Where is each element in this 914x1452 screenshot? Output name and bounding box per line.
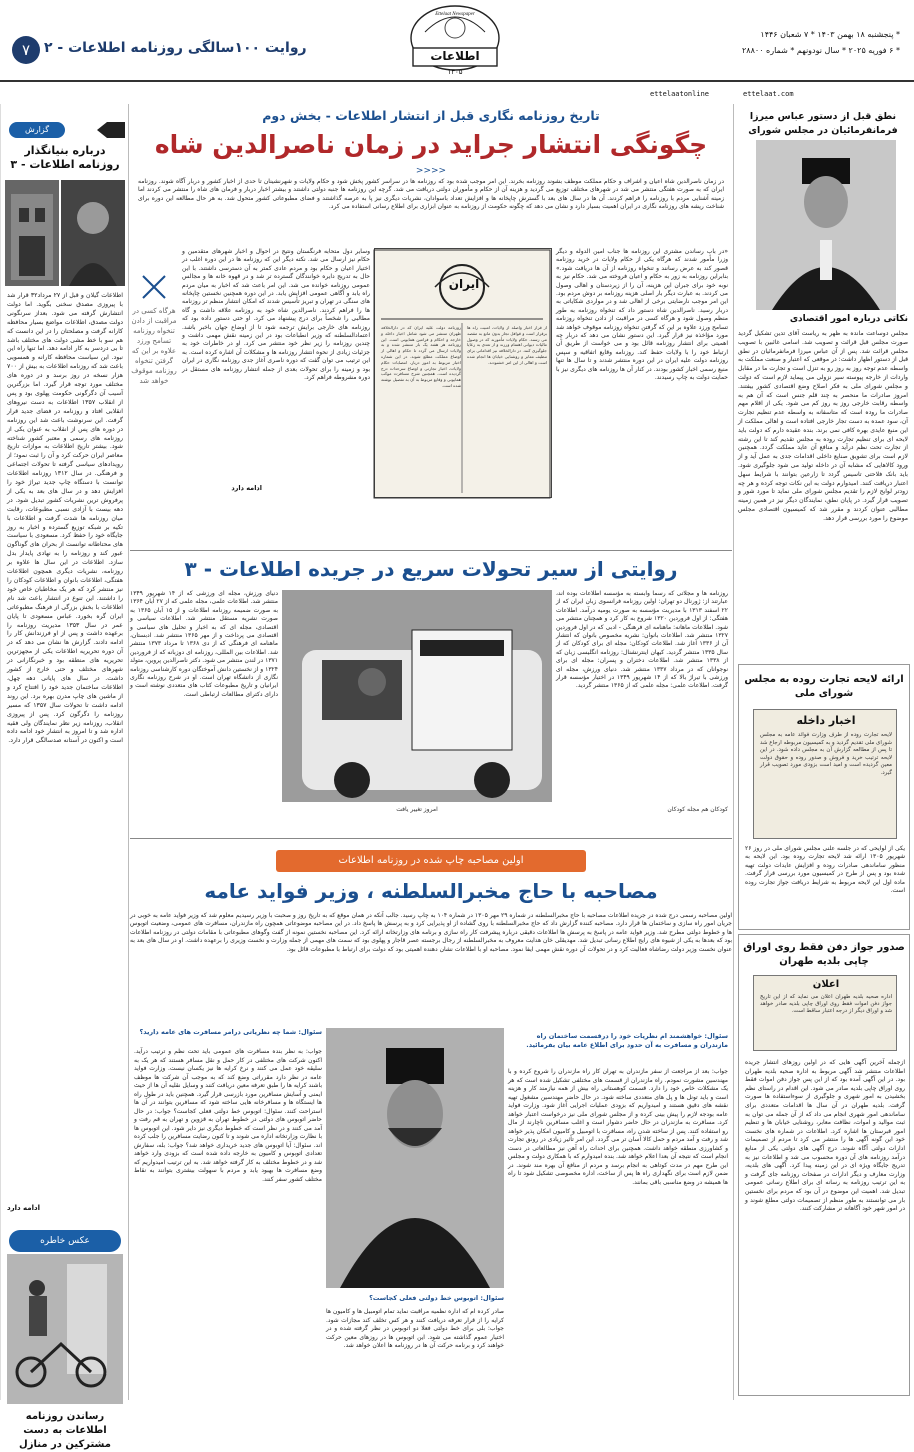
- main-headline: چگونگی انتشار جراید در زمان ناصرالدین شاه: [154, 130, 708, 159]
- left-continued: ادامه دارد: [7, 1204, 41, 1212]
- article2-title: روایتی از سیر تحولات سریع در جریده اطلاعات - ۳: [184, 557, 678, 581]
- box-1-text: یکی از لوایحی که در جلسه علنی مجلس شورای ملی در روز ۲۶ شهریور ۱۳۰۵ ارائه شد لایحه تجارت روده بود. این لایحه به منظور ساماندهی صادرات روده و افزایش عایدات دولت تهیه شده بود و پس از طرح در کمیسیون مورد بررسی قرار گرفت. ماده اول این لایحه مربوط به شرایط دریافت جواز تجارت روده است.: [745, 845, 905, 895]
- ribbon-icon: [97, 122, 125, 138]
- pull-quote-text: هرگاه کسی در مراقبت از دادن تنخواه روزنامه تسامح ورزد علاوه بر این که گرفتن تنخواه روزنامه موقوف خواهد شد: [131, 307, 177, 385]
- article2-left-text: دنیای ورزش، مجله ای ورزشی که از ۱۴ شهریور ۱۳۴۹ منتشر شد. اطلاعات علمی، مجله علمی که از ۲۷ آبان ۱۳۶۴ به صورت ضمیمه روزنامه اطلاعات و از ۱۵ آبان ۱۳۶۵ به صورت نشریه مستقل منتشر شد. اطلاعات سیاسی و اقتصادی، مجله ای که به اخبار و تحلیل های سیاسی و اقتصادی می پرداخت و از مهر ۱۳۶۵ منتشر شد. ادبستان، ماهنامه ای فرهنگی که از دی ۱۳۶۸ تا مرداد ۱۳۷۳ منتشر شد. اطلاعات بین المللی، روزنامه ای دوزبانه که از فروردین ۱۳۷۱ در لندن منتشر می شود. دکتر ناصرالدین پروین، متولد ۱۳۲۴ و از نخستین دانش آموختگان دوره کارشناسی روزنامه نگاری از دانشگاه تهران است. او در شرح روزنامه نگاری ایرانیان و تاریخ مطبوعات کتاب های متعددی نوشته است و دارای دکترای مطالعات ارتباطی است.: [130, 590, 279, 698]
- article3-intro: اولین مصاحبه رسمی درج شده در جریده اطلاعات مصاحبه با حاج مخبرالسلطنه در شماره ۲۹ مهر ۱۳۰۵ در شماره ۱۰۴ به چاپ رسید. جالب آنکه در همان موقع که به تاریخ روز و صحبت با وزیر رسیدیم معلوم شد که وزیر فواید عامه به خوبی در جریان امور راه سازی و ساختمان ها قرار دارد. مصاحبه کننده گزارش داد که حاج مخبرالسلطنه با روی گشاده از او پذیرایی کرد و به پرسش ها پاسخ داد. در این مصاحبه موضوعاتی همچون راه مازندران، مسافرت های عمومی، وضعیت اتوبوس ها و خطوط دولتی مطرح شد. وزیر فواید عامه در پاسخ به پرسش ها اطلاعات دقیقی درباره پیشرفت کار راه سازی و برنامه های وزارتخانه ارائه کرد. این مصاحبه نخستین نمونه از گفت وگوهای مطبوعاتی با مقامات دولتی در روزنامه اطلاعات بود که بعدها به یکی از شیوه های رایج اطلاع رسانی تبدیل شد. مهدیقلی خان هدایت معروف به مخبرالسلطنه از رجال برجسته عصر قاجار و پهلوی بود که سمت های مهمی از جمله وزارت و نخست وزیری را برعهده داشت. او در سال های بعد به عنوان نخست وزیر دولت رضاشاه فعالیت کرد و در تحولات آن دوره نقش مهمی ایفا نمود. مصاحبه او با اطلاعات نشان دهنده اهمیتی بود که دولت برای ارتباط با مطبوعات قائل بود.: [130, 912, 733, 953]
- main-kicker: تاریخ روزنامه نگاری قبل از انتشار اطلاعات - بخش دوم: [262, 108, 600, 123]
- article3-kicker: اولین مصاحبه چاپ شده در روزنامه اطلاعات: [276, 850, 586, 872]
- section-rule-2: [130, 838, 732, 839]
- clip-1-title: اخبار داخله: [796, 714, 856, 727]
- article3-right-text: جواب: بعد از مراجعت از سفر مازندران به تهران کار راه مازندران را شروع کرده و با مهندسین مشورت نمودم. راه مازندران از قسمت های مختلفی تشکیل شده است که هر یک مشکلات خاص خود را دارد. قسمت کوهستانی راه بیش از همه نیازمند کار و هزینه است و باید تونل ها و پل های متعددی ساخته شود. در حال حاضر مهندسین مشغول تهیه نقشه های دقیق هستند و امیدواریم که بزودی عملیات اجرایی آغاز شود. وزارت فواید عامه بودجه لازم را پیش بینی کرده و از مجلس شورای ملی نیز درخواست اعتبار خواهد کرد. مسافرت به مازندران در حال حاضر دشوار است و اغلب مسافرین ناچارند از مال رو استفاده کنند. پس از ساخته شدن راه، مسافرت با اتومبیل و کامیون امکان پذیر خواهد شد و رفت و آمد مردم و حمل کالا آسان تر می گردد. این امر تأثیر زیادی در رونق تجارت و کشاورزی منطقه خواهد داشت. همچنین برای احداث راه آهن نیز مطالعاتی در دست انجام است که نتیجه آن بعدا اعلام خواهد شد. بنده امیدوارم که با همکاری دولت و مجلس این طرح مهم در مدت کوتاهی به انجام برسد و مردم از منافع آن بهره مند شوند. در ضمن لازم است برای نگهداری راه ها پس از ساخت، اداره مخصوصی تشکیل شود تا راه ها همیشه در وضع مناسبی باقی بمانند.: [508, 1068, 728, 1186]
- web-link-2[interactable]: ettelaat.com: [743, 90, 794, 98]
- newspaper-col-2: از قرار اخبار واصله از ولایات، امنیت راه ها برقرار است و قوافل تجار بدون مانع به مقصد می رسند. حکام ولایات مأمورند که در وصول مالیات دیوانی اهتمام ورزند و از تعدی به رعایا جلوگیری کنند. در دارالخلافه نیز اقداماتی برای تنظیف معابر و روشنایی خیابان ها انجام شده است و اهالی از این امر خشنودند.: [467, 325, 547, 365]
- caption-change: [282, 806, 552, 814]
- box-2-title: صدور جواز دفن فقط روی اوراق چاپی بلدیه طهران: [743, 942, 905, 967]
- pull-quote: [130, 272, 178, 482]
- headline-marker: <<<<: [415, 166, 447, 176]
- crossed-pens-icon: [139, 272, 169, 302]
- right-title: نطق قبل از دستور عباس میرزا فرمانفرمائیان در مجلس شورای: [748, 111, 898, 136]
- left-column-text: اطلاعات گیلان و قبل از ۲۷ مرداد۳۲ قرار شد با پیروزی مصدق سخنی بگوید. اما دولت انتشارش گرفته می شود. بعداز سرنگونی دولت مصدق، اطلاعات مواضع بسیار محافظه کارانه گرفت و مصلحتان را در این دانست که هم سو با خط مشی دولت های مختلف باشد تا بی دردسر به کار ادامه دهد. اما تنها راه این نبود. این سیاست محافظه کارانه و همسویی باعث شد که روزنامه اطلاعات به بیش از ۷۰۰ هزار نسخه در روز برسد و در دوره های مختلف مورد توجه قرار گیرد. اما بزرگترین آسیب آن دگرگونی حکومت پهلوی بود و پس از انقلاب ۱۳۵۷ اطلاعات به دست نیروهای انقلابی افتاد و روزنامه در فضای جدید قرار گرفت. این سرنوشت باعث شد این روزنامه در دوره های پس از انقلاب به عنوان یکی از روزنامه های رسمی و معتبر کشور شناخته شود. بیشتر تاریخ اطلاعات به موازات تاریخ معاصر ایران حرکت کرد و آن را ثبت نمود؛ از رویدادهای سیاسی گرفته تا تحولات اجتماعی و فرهنگی. در سال ۱۳۱۲ روزنامه اطلاعات توانست با دستگاه چاپ جدید تیراژ خود را افزایش دهد و در سال های بعد به یکی از پرفروش ترین نشریات کشور تبدیل شود. در دهه بیست با آزادی نسبی مطبوعات، رقابت میان روزنامه ها شدت گرفت و اطلاعات با تکیه بر شبکه توزیع گسترده و اخبار به روز جایگاه خود را حفظ کرد. مسعودی با سیاست های محتاطانه توانست از بحران های گوناگون عبور کند و روزنامه را به نهادی پایدار بدل سازد. اطلاعات در این سال ها علاوه بر روزنامه، نشریات دیگری همچون اطلاعات هفتگی، اطلاعات بانوان و اطلاعات کودکان را نیز منتشر کرد که هر یک مخاطبان خاص خود را داشتند. این تنوع در انتشار باعث شد نام اطلاعات با بخش بزرگی از فرهنگ مطبوعاتی ایران گره بخورد. عباس مسعودی تا پایان عمر در سال ۱۳۵۳ مدیریت روزنامه را برعهده داشت و پس از او فرزندانش کار را ادامه دادند. گزارش ها نشان می دهد که در آن دوره تحریریه اطلاعات یکی از مجهزترین تحریریه های منطقه بود و خبرنگارانی در شهرهای مختلف و حتی خارج از کشور داشت. در سال های پایانی دهه چهل، اطلاعات ساختمان جدید خود را افتتاح کرد و از ماشین های چاپ مدرن بهره برد. این روند ادامه داشت تا تحولات سال ۱۳۵۷ که مسیر روزنامه را دگرگون کرد. پس از پیروزی انقلاب، روزنامه زیر نظر نمایندگان ولی فقیه اداره شد و تا امروز به انتشار خود ادامه داده است و اکنون در آستانه صدسالگی قرار دارد.: [7, 292, 123, 745]
- main-area: [130, 104, 732, 1400]
- article2-right-text: روزنامه ها و مجلاتی که رسما وابسته به مؤسسه اطلاعات بوده اند، عبارتند از: ژورنال دو تهران: اولین روزنامه فرانسوی زبان ایران که از ۲۲ اسفند ۱۳۱۳ با مدیریت مؤسسه به صورت یومیه درآمد. اطلاعات هفتگی: از اول فروردین ۱۳۲۰ شروع به کار کرد و همچنان منتشر می شود. اطلاعات ماهانه: ماهنامه ای فرهنگی - ادبی که در اول فروردین ۱۳۲۷ منتشر شد. اطلاعات بانوان: نشریه مخصوص بانوان که انتشار آن از ۱۳۳۶ آغاز شد. اطلاعات کودکان: مجله ای برای کودکان که از سال ۱۳۳۵ منتشر گردید. کیهان اینترنشنال: روزنامه انگلیسی زبان که از ۱۳۳۸ منتشر شد. اطلاعات دختران و پسران: مجله ای برای نوجوانان که در مرداد ۱۳۳۷ منتشر شد. دنیای ورزش، مجله ای ورزشی با تیراژ بالا که از ۱۴ شهریور ۱۳۴۹ در اختیار مؤسسه قرار گرفت. اطلاعات علمی: مجله علمی که از ۱۳۶۵ منتشر گردید.: [556, 590, 729, 690]
- building-photo: [5, 180, 59, 286]
- masthead: [0, 0, 914, 82]
- mokhber-portrait: [326, 1028, 504, 1288]
- web-link-1[interactable]: ettelaatonline: [650, 90, 710, 98]
- box-2-text: ازجمله آخرین آگهی هایی که در اولین روزهای انتشار جریده اطلاعات منتشر شد آگهی مربوط به اداره صحیه بلدیه طهران بود. در این آگهی آمده بود که از این پس جواز دفن اموات فقط روی اوراق چاپی بلدیه صادر می شود. این اقدام در راستای نظم بخشیدن به امور شهری و جلوگیری از سوءاستفاده ها صورت گرفت. بلدیه طهران در آن سال ها اقدامات متعددی برای ساماندهی امور شهری انجام می داد که از آن جمله می توان به ثبت موالید و اموات، نظافت معابر، روشنایی خیابان ها و تنظیم امور قبرستان ها اشاره کرد. اطلاعات در شماره های نخست خود این گونه آگهی ها را منتشر می کرد تا مردم از تصمیمات ادارات دولتی آگاه شوند. درج آگهی های دولتی یکی از منابع درآمد روزنامه های آن دوره محسوب می شد و اطلاعات نیز به تدریج جایگاه ویژه ای در این زمینه پیدا کرد. آگهی های بلدیه، وزارت معارف و دیگر ادارات در صفحات روزنامه جای گرفت و به این ترتیب روزنامه به رسانه ای برای اطلاع رسانی عمومی تبدیل شد. اهمیت این موضوع در آن بود که مردم برای نخستین بار می توانستند به طور منظم از تصمیمات دولتی مطلع شوند و در امور شهر خود آگاهانه تر مشارکت کنند.: [745, 1059, 905, 1213]
- clipping-2: [753, 975, 897, 1051]
- article1-right-text: «در باب رساندن مشتری این روزنامه ها جناب امین الدوله و دیگر وزرا مأمور شدند که هرگاه یکی از حکام ولایات در خرید روزنامه قصور کند به عرض رسانند و تنخواه روزنامه از آن ها دریافت شود.» بنابراین روزنامه به زور به حکام و اعیان فروخته می شد. حکام نیز به نوبه خود برای جبران این هزینه، آن را از زیردستان و اهالی وصول می کردند. به عبارت دیگر بار اصلی هزینه روزنامه بر دوش مردم بود. این امر موجب نارضایتی برخی از اهالی شد و در مواردی شکایاتی به دربار رسید. ناصرالدین شاه دستور داد که تنخواه روزنامه به طور منظم وصول شود و هرگاه کسی در مراقبت از دادن تنخواه روزنامه تسامح ورزد علاوه بر این که گرفتن تنخواه روزنامه موقوف خواهد شد مورد مؤاخذه نیز قرار گیرد. این دستور نشان می دهد که دربار چه اهمیتی برای انتشار روزنامه قائل بود و می خواست از طریق آن ارتباط خود را با ولایات حفظ کند. روزنامه وقایع اتفاقیه و سپس روزنامه دولت علیه ایران در این دوره منتشر شدند و تا سال ها تنها منبع رسمی اخبار کشور بودند. در کنار آن ها روزنامه های دیگری نیز با حمایت دولت به چاپ رسیدند.: [556, 248, 728, 382]
- farmanfarmaian-photo: [756, 140, 896, 310]
- logo-year: ۱۳۰۵: [447, 68, 463, 76]
- caption-children-text: کودکان هم مجله کودکان: [667, 806, 728, 813]
- series-title: روایت ۱۰۰سالگی روزنامه اطلاعات - ۲: [44, 40, 307, 56]
- car-newspaper-photo: [282, 590, 552, 802]
- article3-left-text: جواب: به نظر بنده مسافرت های عمومی باید تحت نظم و ترتیب درآید. اکنون شرکت های مختلفی در کار حمل و نقل مسافر هستند که هر یک به سلیقه خود عمل می کنند و نرخ کرایه ها نیز یکسان نیست. وزارت فواید عامه در نظر دارد مقرراتی وضع کند که به موجب آن شرکت ها موظف باشند کرایه ها را طبق تعرفه معین دریافت کنند و وسایل نقلیه آن ها از حیث ایمنی و آسایش مسافرین مورد بازرسی قرار گیرد. همچنین باید در طول راه ها ایستگاه ها و مسافرخانه هایی ساخته شود که مسافرین بتوانند در آن ها استراحت کنند. سئوال: اتوبوس خط دولتی فعلی کجاست؟ جواب: در حال حاضر اتوبوس های دولتی در خطوط تهران به قزوین و تهران به قم رفت و آمد می کنند و در نظر است که خطوط دیگری نیز دایر شود. این اتوبوس ها با نظارت وزارتخانه اداره می شوند و تا کنون رضایت مسافرین را جلب کرده اند. سئوال: آیا اتوبوس های جدید خریداری خواهد شد؟ جواب: بله، سفارش تعدادی اتوبوس و کامیون به خارجه داده شده است که بزودی وارد خواهد شد و در خطوط مختلف به کار گرفته خواهد شد. به این ترتیب امیدواریم که وضع مسافرت ها بهبود یابد و مردم با سهولت بیشتری بتوانند به نقاط مختلف کشور سفر کنند.: [134, 1048, 322, 1183]
- column-rule-right: [733, 104, 734, 1400]
- masthead-logo: [395, 2, 515, 80]
- bottom-title: رساندن روزنامه اطلاعات به دست مشترکین در منازل: [19, 1411, 111, 1450]
- clip-2-title: اعلان: [812, 979, 840, 990]
- report-badge: گزارش: [9, 122, 65, 138]
- right-column-text: مجلس دوساعت مانده به ظهر به ریاست آقای تدین تشکیل گردید صورت مجلس قبل قرائت و تصویب شد. اسامی غائبین با تصویب مجلس قرائت شد. پس از آن عباس میرزا فرمانفرمائیان در نطق قبل از دستور اظهار داشت: در موقعی که اعتبار و صنعت مملکت به واسطه عدم توجه روز به روز رو به تنزل است و تجارت ما در مقابل واردات از خارجه پیوسته سیر نزولی می پیماید لازم است که دولت و مجلس شورای ملی به فکر اصلاح وضع اقتصادی کشور بیفتند. امروز صادرات ما منحصر به چند قلم جنس است که آن هم به واسطه رقابت خارجی روز به روز کم می شود. یکی از اقلام مهم صادرات ما روده است که متاسفانه به واسطه عدم تنظیم تجارت آن، سود عمده به دست تجار خارجی افتاده است و اهالی مملکت از این منبع عایدی بهره کافی نمی برند. بنده عقیده دارم که دولت باید لایحه ای برای تنظیم تجارت روده به مجلس تقدیم کند تا این رشته از تجارت تحت نظم درآید و منافع آن عاید مملکت گردد. همچنین لازم است برای تشویق صنایع داخلی اقدامات جدی به عمل آید و از ورود کالاهایی که مشابه آن در داخله تولید می شود جلوگیری شود. باید بانک فلاحتی تاسیس گردد تا زارعین بتوانند با شرایط سهل اعتبار دریافت کنند. امیدوارم دولت به این نکات توجه کرده و هر چه زودتر لوایح لازم را تقدیم مجلس شورای ملی نماید تا مورد شور و تصویب قرار گیرد. در پایان نطق، نمایندگان دیگر نیز در همین زمینه مطالبی عنوان کردند و مقرر شد که کمیسیون اقتصادی مجلس موضوع را مورد بررسی قرار دهد.: [738, 330, 908, 522]
- left-title: درباره بنیانگذار روزنامه اطلاعات - ۳: [10, 144, 120, 171]
- web-bar: [0, 86, 914, 104]
- clip-2-text: اداره صحیه بلدیه طهران اعلان می نماید که از این تاریخ جواز دفن اموات فقط روی اوراق چاپی بلدیه صادر خواهد شد و اوراق دیگر از درجه اعتبار ساقط است.: [760, 994, 892, 1015]
- clipping-1: [753, 709, 897, 839]
- memory-badge: عکس خاطره: [9, 1230, 121, 1252]
- column-rule-left: [128, 104, 129, 1400]
- section-rule-1: [130, 550, 732, 551]
- article3-center-text: صادر کرده ام که اداره نظمیه مراقبت نماید تمام اتومبیل ها و کامیون ها کرایه را از قرار تعرفه دریافت کنند و هر کس تخلف کند مجازات شود. جواب: بلی برای خط دولتی فعلا دو اتوبوس در نظر گرفته شده و در اختیار عموم گذاشته می شود. این اتوبوس ها در روزهای معین حرکت خواهند کرد و برنامه حرکت آن ها در روزنامه ها اعلان خواهد شد.: [326, 1308, 504, 1349]
- intro-text: در زمان ناصرالدین شاه اعیان و اشراف و حکام مملکت موظف بشوند روزنامه بخرند. این امر موجب شده بود که روزنامه ها در سراسر کشور پخش شود و حکام ولایات و شهرنشینان تا حدی از اخبار کشور و دربار آگاه شوند. روزنامه ایران که به صورت هفتگی منتشر می شد در شهرهای مختلف توزیع می گردید و هزینه آن از حکام و مأموران دولتی دریافت می شد. گرچه این روزنامه ها جنبه دولتی داشتند و بیشتر اخبار دربار و فرمان های شاه را منتشر می کردند اما زمینه آشنایی مردم با روزنامه را فراهم کردند. آن ها در سال های بعد با گسترش چاپخانه ها و افزایش تعداد باسوادان، نشریات دیگری نیز پا به عرصه گذاشتند و فضای مطبوعاتی کشور متحول شد. به هر حال مطالعه این دوره برای شناخت ریشه های روزنامه نگاری در ایران اهمیت بسیار دارد و نشان می دهد که چگونه حکومت از روزنامه به عنوان ابزاری برای اطلاع رسانی استفاده می کرد.: [138, 178, 724, 211]
- q2-text: سئوال: شما چه نظریاتی درامر مسافرت های عامه دارید؟: [139, 1028, 322, 1036]
- iran-newspaper-clipping: [374, 248, 552, 498]
- logo-ribbon: Ettelaat Newspaper: [435, 12, 475, 17]
- founder-photo: [61, 180, 125, 286]
- delivery-photo: [7, 1254, 123, 1404]
- article1-continued: ادامه دارد: [231, 484, 262, 492]
- q3-text: سئوال: اتوبوس خط دولتی فعلی کجاست؟: [369, 1294, 504, 1302]
- left-column: [0, 104, 128, 1450]
- newspaper-title: ایران: [448, 277, 480, 291]
- box-1-title: ارائه لایحه تجارت روده به مجلس شورای ملی: [744, 674, 904, 699]
- newspaper-col-1: روزنامه دولت علیه ایران که در دارالخلافه طهران منتشر می شود شامل اخبار داخله و خارجه و احکام و فرامین همایونی است. این روزنامه هر هفته یک بار منتشر شده و به ولایات ارسال می گردد تا حکام و اهالی از اوضاع مملکت مطلع شوند. در این شماره اخبار مربوط به امور دربار، انتصابات حکام ولایات، اخبار تجارتی و اوضاع سرحدات درج گردیده است. همچنین شرح مسافرت موکب همایونی و وقایع مربوط به آن به تفصیل نوشته شده است.: [381, 325, 461, 388]
- page-number-badge: ۷: [12, 36, 40, 64]
- clip-1-text: لایحه تجارت روده از طرف وزارت فوائد عامه به مجلس شورای ملی تقدیم گردید و به کمیسیون مربوطه ارجاع شد تا پس از مطالعه گزارش آن به مجلس داده شود. در این لایحه ترتیب خرید و فروش و صدور روده و حقوق دولت معین گردیده است و امید است بزودی مورد تصویب قرار گیرد.: [760, 732, 892, 776]
- article1-left-text: وسایر دول متحابه فرنگستان ونتیج در احوال و اخبار شهرهای متقدمین و حکام نیز ارسال می شد. نکته دیگر این که روزنامه ها در این دوره اغلب در اختیار اعیان و حکام بود و مردم عادی کمتر به آن دسترسی داشتند. با این حال به تدریج دایره خوانندگان گسترده تر شد و در قهوه خانه ها و مجالس عمومی روزنامه خوانده می شد. این امر باعث شد که اخبار به میان مردم راه یابد و آگاهی عمومی افزایش یابد. در این دوره همچنین نخستین چاپخانه های سنگی در تهران و تبریز تأسیس شدند که امکان انتشار منظم تر روزنامه ها را فراهم کردند. ناصرالدین شاه خود به روزنامه علاقه داشت و گاه مطالبی را شخصاً برای درج پیشنهاد می کرد. او حتی دستور داده بود که روزنامه های خارجی برایش ترجمه شود تا از اوضاع جهان باخبر باشد. اعتمادالسلطنه که وزیر انطباعات بود در این زمینه نقش مهمی داشت و چندین روزنامه را زیر نظر خود منتشر می کرد. او در خاطرات خود به جزئیات زیادی از نحوه انتشار روزنامه ها و مشکلات آن اشاره کرده است. به این ترتیب می توان گفت که دوره ناصری آغاز جدی روزنامه نگاری در ایران بود و زمینه را برای تحولات بعدی از جمله انتشار روزنامه های مستقل در دوره مشروطه فراهم کرد.: [182, 248, 370, 382]
- q1-text: سئوال: خواهشمند ام نظریات خود را درقسمت ساختمان راه مازندران و مسافرت به آن حدود برای اطلاع عامه بیان بفرمائید.: [526, 1032, 728, 1049]
- right-subhead: نکاتی درباره امور اقتصادی: [789, 314, 908, 324]
- right-column: [734, 104, 914, 1400]
- caption-children: [556, 806, 728, 814]
- right-box-2: [738, 934, 910, 1396]
- date-line-2: * ۶ فوریه ۲۰۲۵ * سال نودونهم * شماره ۲۸۸۰۰: [742, 46, 900, 55]
- logo-text: اطلاعات: [430, 49, 480, 63]
- right-box-1: [738, 664, 910, 930]
- article3-title: مصاحبه با حاج مخبرالسلطنه ، وزیر فواید عامه: [204, 879, 658, 903]
- caption-change-text: امروز تغییر یافت: [396, 806, 438, 813]
- date-line-1: * پنجشنبه ۱۸ بهمن ۱۴۰۳ * ۷ شعبان ۱۴۴۶: [760, 30, 900, 39]
